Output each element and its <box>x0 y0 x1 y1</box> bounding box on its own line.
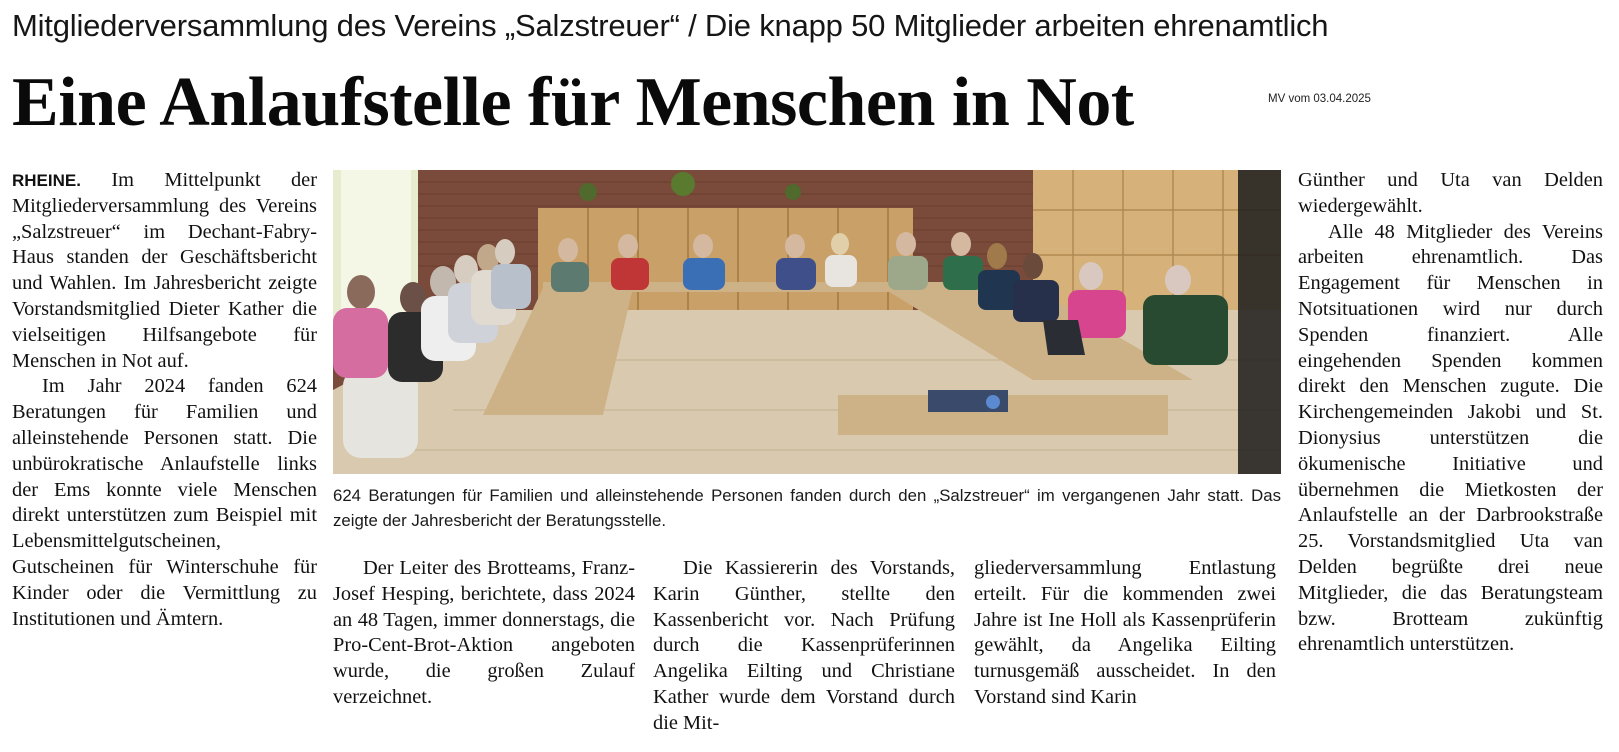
photo-caption: 624 Beratungen für Familien und alleinstehende Personen fanden durch den „Salzstreuer“ im vergangenen Jahr statt. Das zeigte der Jahresbericht der Beratungsstelle. <box>333 486 1281 530</box>
paragraph-text: Im Mittelpunkt der Mitgliederversammlung des Vereins „Salzstreuer“ im Dechant-Fabry-Haus standen der Geschäftsbericht und Wahlen. Im Jahresbericht zeigte Vorstandsmitglied Dieter Kather die vielseitigen Hilfsangebote für Menschen in Not auf. <box>12 169 317 372</box>
article-photo <box>333 170 1281 474</box>
headline: Eine Anlaufstelle für Menschen in Not <box>12 64 1134 141</box>
paragraph: gliederversammlung Entlastung erteilt. Für die kommenden zwei Jahre ist Ine Holl als Kassenprüferin gewählt, da Angelika Eilting turnusgemäß ausscheidet. In den Vorstand sind Karin <box>974 557 1276 708</box>
source-note: MV vom 03.04.2025 <box>1268 93 1371 105</box>
article-column-1 <box>12 168 317 632</box>
paragraph: Günther und Uta van Delden wiedergewählt. <box>1298 169 1603 217</box>
paragraph: Die Kassiererin des Vorstands, Karin Günther, stellte den Kassenbericht vor. Nach Prüfung durch die Kassenprüferinnen Angelika Eilting und Christiane Kather wurde dem Vorstand durch die Mit- <box>653 557 955 734</box>
paragraph: Der Leiter des Brotteams, Franz-Josef Hesping, berichtete, dass 2024 an 48 Tagen, immer donnerstags, die Pro-Cent-Brot-Aktion angeboten wurde, die großen Zulauf verzeichnet. <box>333 557 635 708</box>
paragraph <box>12 168 317 374</box>
dateline: RHEINE. <box>12 171 81 190</box>
meeting-room-photo <box>333 170 1281 474</box>
article-column-5 <box>1298 168 1603 658</box>
paragraph: Im Jahr 2024 fanden 624 Beratungen für Familien und alleinstehende Personen statt. Die unbürokratische Anlaufstelle links der Ems konnte viele Menschen direkt unterstützen zum Beispiel mit Lebensmittelgutscheinen, Gutscheinen für Winterschuhe für Kinder oder die Vermittlung zu Institutionen und Ämtern. <box>12 375 317 630</box>
article-column-3 <box>653 556 955 737</box>
kicker: Mitgliederversammlung des Vereins „Salzstreuer“ / Die knapp 50 Mitglieder arbeiten ehrenamtlich <box>12 8 1329 43</box>
article-column-2 <box>333 556 635 711</box>
article-column-4 <box>974 556 1276 711</box>
paragraph: Alle 48 Mitglieder des Vereins arbeiten ehrenamtlich. Das Engagement für Menschen in Notsituationen wird nur durch Spenden finanziert. Alle eingehenden Spenden kommen direkt den Menschen zugute. Die Kirchengemeinden Jakobi und St. Dionysius unterstützen die ökumenische Initiative und übernehmen die Mietkosten der Anlaufstelle an der Darbrookstraße 25. Vorstandsmitglied Uta van Delden begrüßte drei neue Mitglieder, die das Beratungsteam bzw. Brotteam zukünftig ehrenamtlich unterstützen. <box>1298 220 1603 656</box>
